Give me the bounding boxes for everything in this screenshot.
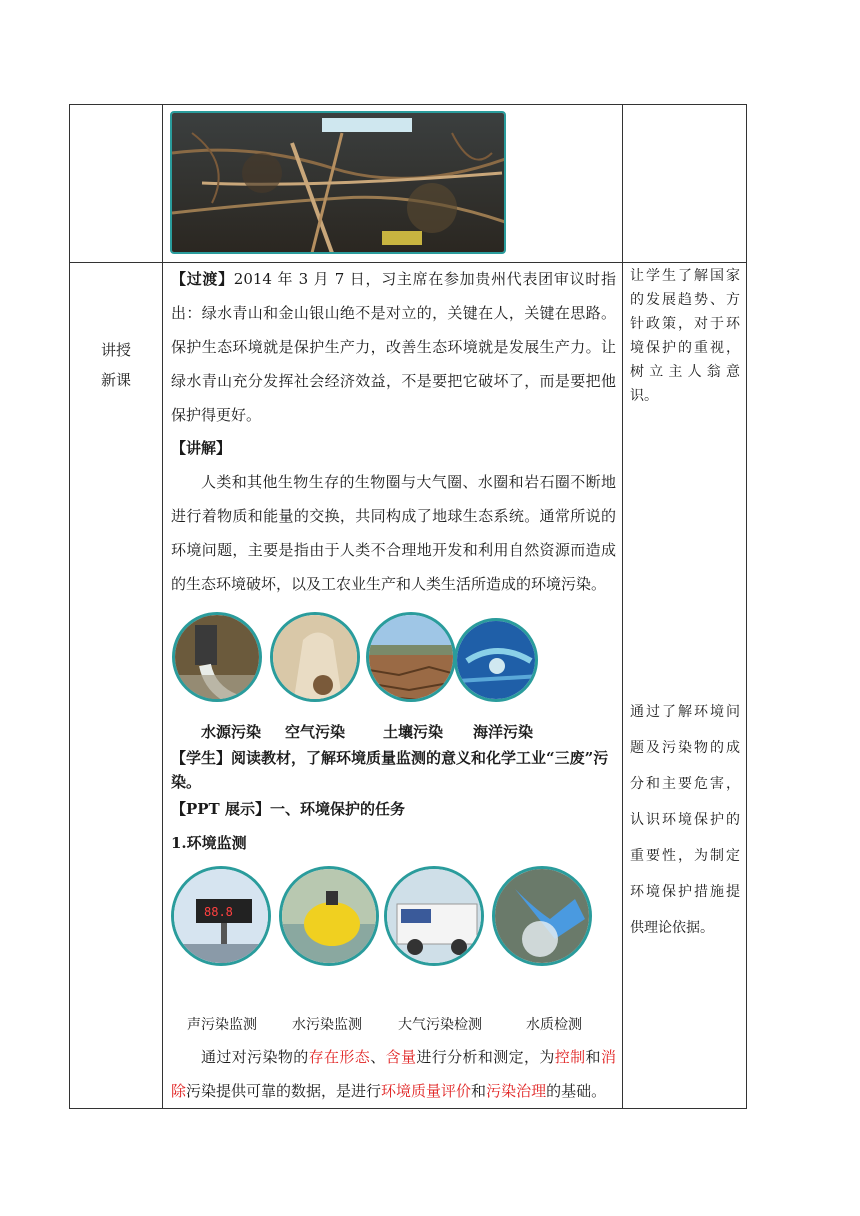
explain-paragraph: 人类和其他生物生存的生物圈与大气圈、水圈和岩石圈不断地进行着物质和能量的交换，共同构成了地球生态系统。通常所说的环境问题，主要是指由于人类不合理地开发和利用自然资源而造成的生态环境破坏，以及工农业生产和人类生活所造成的环境污染。 (171, 473, 616, 593)
air-monitor-image (384, 866, 484, 966)
caption-noise-monitor: 声污染监测 (187, 1017, 257, 1033)
marine-pollution-image (454, 618, 538, 702)
conclusion-text-1: 通过对污染物的 (201, 1048, 309, 1066)
highlight-content: 含量 (385, 1048, 417, 1066)
transition-paragraph (171, 262, 616, 432)
water-quality-image (492, 866, 592, 966)
conclusion-text-5: 污染提供可靠的数据，是进行 (186, 1082, 382, 1100)
caption-air-monitor: 大气污染检测 (398, 1017, 482, 1033)
caption-marine-pollution: 海洋污染 (473, 723, 534, 741)
conclusion-text-3: 进行分析和测定，为 (416, 1048, 555, 1066)
transition-tag: 【过渡】 (171, 270, 234, 288)
mining-aerial-image (170, 111, 506, 254)
ppt-text: 一、环境保护的任务 (269, 800, 405, 818)
air-pollution-image (270, 612, 360, 702)
noise-monitor-image (171, 866, 271, 966)
conclusion-text-2: 、 (370, 1048, 386, 1066)
design-note-2: 通过了解环境问题及污染物的成分和主要危害，认识环境保护的重要性，为制定环境保护措施提供理论依据。 (630, 704, 740, 936)
table-left-border (69, 104, 70, 1109)
student-tag: 【学生】 (171, 749, 232, 767)
transition-block (171, 262, 616, 432)
section-label-line2: 新课 (100, 371, 131, 389)
highlight-control: 控制 (554, 1048, 586, 1066)
conclusion-text-7: 的基础。 (546, 1082, 607, 1100)
explain-block (171, 431, 616, 601)
highlight-quality-evaluation: 环境质量评价 (381, 1082, 472, 1100)
ppt-tag: 【PPT 展示】 (171, 800, 270, 818)
caption-water-monitor: 水污染监测 (292, 1017, 362, 1033)
col-divider-2 (622, 104, 623, 1109)
conclusion-block (171, 1040, 616, 1108)
student-paragraph (171, 746, 616, 794)
conclusion-text-4: 和 (585, 1048, 601, 1066)
table-right-border (746, 104, 747, 1109)
explain-tag: 【讲解】 (171, 439, 232, 457)
caption-water-quality: 水质检测 (526, 1017, 582, 1033)
soil-pollution-image (366, 612, 456, 702)
conclusion-text-6: 和 (471, 1082, 487, 1100)
col-divider-1 (162, 104, 163, 1109)
water-monitor-image (279, 866, 379, 966)
table-top-border (69, 104, 747, 105)
caption-air-pollution: 空气污染 (285, 723, 346, 741)
section-label (70, 335, 162, 395)
caption-water-pollution: 水源污染 (201, 723, 262, 741)
highlight-existence-form: 存在形态 (308, 1048, 371, 1066)
student-text: 阅读教材，了解环境质量监测的意义和化学工业“三废”污染。 (171, 749, 609, 791)
section-label-line1: 讲授 (100, 341, 131, 359)
highlight-pollution-treatment: 污染治理 (486, 1082, 547, 1100)
highlight-eliminate: 消除 (171, 1048, 616, 1100)
transition-text: 2014 年 3 月 7 日，习主席在参加贵州代表团审议时指出：绿水青山和金山银山绝不是对立的，关键在人，关键在思路。保护生态环境就是保护生产力，改善生态环境就是发展生产力。让绿水青山充分发挥社会经济效益，不是要把它破坏了，而是要把他保护得更好。 (171, 270, 616, 424)
svg-text:88.8: 88.8 (204, 905, 233, 919)
student-block (171, 746, 616, 794)
water-pollution-image (172, 612, 262, 702)
section-title: 1.环境监测 (171, 834, 247, 852)
caption-soil-pollution: 土壤污染 (383, 723, 444, 741)
table-bottom-border (69, 1108, 747, 1109)
conclusion-paragraph (171, 1040, 616, 1108)
design-note-1: 让学生了解国家的发展趋势、方针政策，对于环境保护的重视，树立主人翁意识。 (630, 268, 740, 404)
ppt-heading (171, 797, 616, 821)
